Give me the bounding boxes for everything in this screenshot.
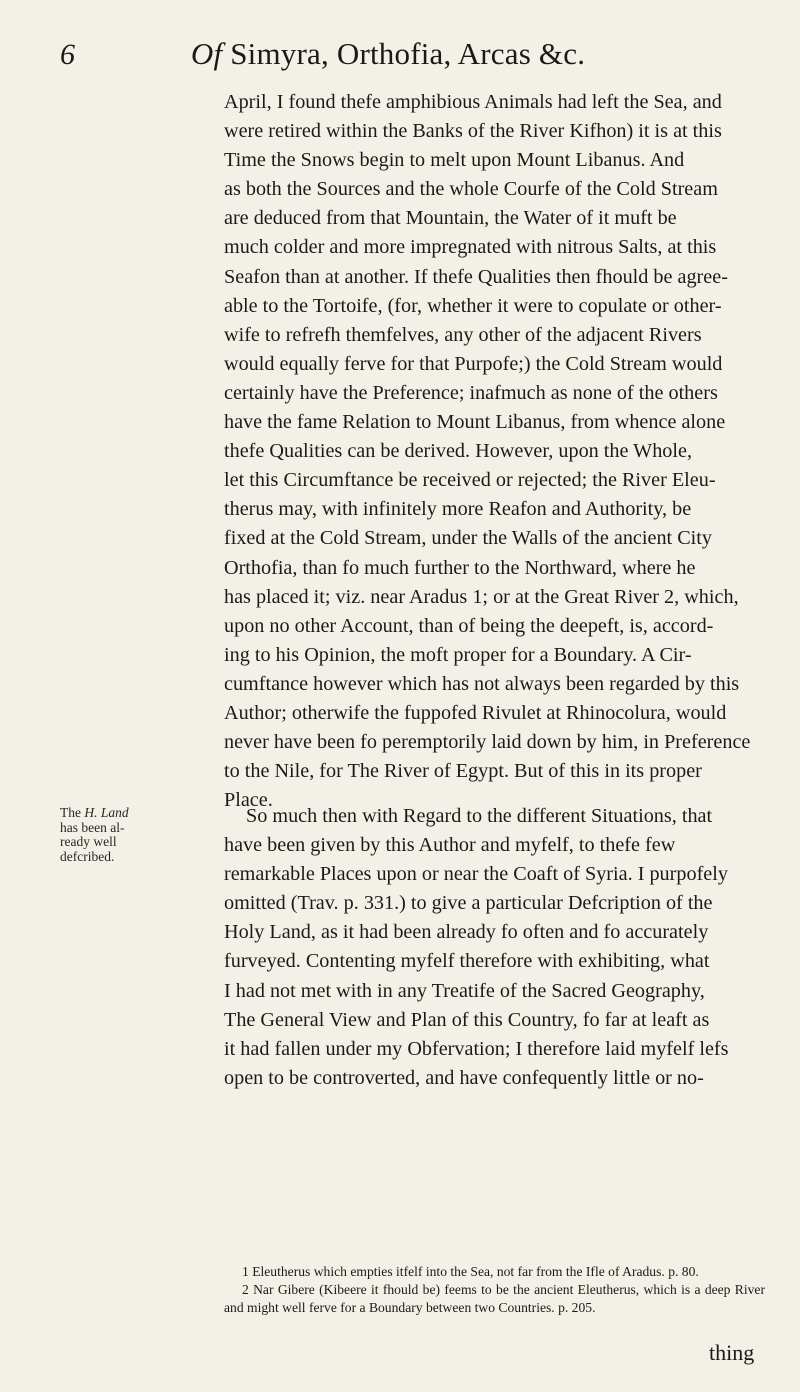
text-line: have been given by this Author and myfelf, to thefe few: [224, 834, 676, 857]
text-line: April, I found thefe amphibious Animals had left the Sea, and: [224, 91, 722, 113]
text-line: omitted (Trav. p. 331.) to give a particular Defcription of the: [224, 892, 713, 915]
text-line: are deduced from that Mountain, the Water of it muft be: [224, 207, 677, 230]
text-line: it had fallen under my Obfervation; I therefore laid myfelf lefs: [224, 1037, 729, 1060]
text-line: would equally ferve for that Purpofe;) the Cold Stream would: [224, 352, 723, 375]
text-line: as both the Sources and the whole Courfe of the Cold Stream: [224, 178, 718, 201]
text-line: thefe Qualities can be derived. However, upon the Whole,: [224, 440, 693, 463]
text-line: wife to refrefh themfelves, any other of the adjacent Rivers: [224, 323, 702, 346]
text-line: have the fame Relation to Mount Libanus, from whence alone: [224, 411, 726, 434]
text-line: open to be controverted, and have confequently little or no-: [224, 1066, 704, 1089]
footnotes: [224, 1263, 765, 1317]
footnote: 2 Nar Gibere (Kibeere it fhould be) feems to be the ancient Eleutherus, which is a deep River and might well ferve for a Boundary between two Countries. p. 205.: [224, 1282, 765, 1315]
text-line: certainly have the Preference; inafmuch as none of the others: [224, 381, 718, 404]
running-head-title: Simyra, Orthofia, Arcas &c.: [222, 36, 586, 71]
text-line: remarkable Places upon or near the Coaft of Syria. I purpofely: [224, 863, 728, 886]
text-line: therus may, with infinitely more Reafon and Authority, be: [224, 498, 692, 521]
text-line: Place.: [224, 789, 273, 812]
text-line: were retired within the Banks of the River Kifhon) it is at this: [224, 120, 722, 143]
text-line: Time the Snows begin to melt upon Mount Libanus. And: [224, 149, 685, 172]
text-line: has placed it; viz. near Aradus 1; or at the Great River 2, which,: [224, 585, 739, 608]
text-line: So much then with Regard to the different Situations, that: [246, 805, 713, 827]
text-line: able to the Tortoife, (for, whether it were to copulate or other-: [224, 294, 722, 317]
page-number: 6: [60, 38, 75, 71]
marginal-note-line: defcribed.: [60, 848, 115, 864]
paragraph-2: [224, 802, 765, 1093]
page-header: [58, 36, 718, 80]
text-line: The General View and Plan of this Country, fo far at leaft as: [224, 1008, 710, 1031]
text-line: much colder and more impregnated with nitrous Salts, at this: [224, 236, 717, 259]
text-line: Orthofia, than fo much further to the Northward, where he: [224, 556, 696, 579]
text-line: furveyed. Contenting myfelf therefore with exhibiting, what: [224, 950, 710, 973]
text-line: Holy Land, as it had been already fo often and fo accurately: [224, 921, 709, 944]
text-line: upon no other Account, than of being the deepeft, is, accord-: [224, 614, 714, 637]
running-head-prefix: Of: [190, 36, 223, 71]
marginal-note: [60, 806, 160, 864]
text-line: fixed at the Cold Stream, under the Walls of the ancient City: [224, 527, 712, 550]
text-line: to the Nile, for The River of Egypt. But of this in its proper: [224, 760, 702, 783]
text-line: Author; otherwife the fuppofed Rivulet at Rhinocolura, would: [224, 701, 727, 724]
running-head: [58, 36, 718, 72]
text-line: Seafon than at another. If thefe Qualities then fhould be agree-: [224, 265, 728, 288]
footnote: 1 Eleutherus which empties itfelf into the Sea, not far from the Ifle of Aradus. p. 80.: [242, 1264, 699, 1279]
text-line: never have been fo peremptorily laid down by him, in Preference: [224, 731, 751, 754]
catchword: thing: [709, 1340, 755, 1365]
marginal-note-line: ready well: [60, 834, 117, 849]
marginal-note-line: has been al-: [60, 819, 125, 835]
text-line: cumftance however which has not always been regarded by this: [224, 672, 740, 695]
marginal-note-italic: H. Land: [84, 805, 129, 820]
marginal-note-prefix: The: [60, 805, 85, 820]
text-line: let this Circumftance be received or rejected; the River Eleu-: [224, 469, 716, 492]
text-line: ing to his Opinion, the moft proper for a Boundary. A Cir-: [224, 643, 692, 666]
paragraph-1: [224, 88, 765, 815]
text-line: I had not met with in any Treatife of the Sacred Geography,: [224, 979, 705, 1002]
